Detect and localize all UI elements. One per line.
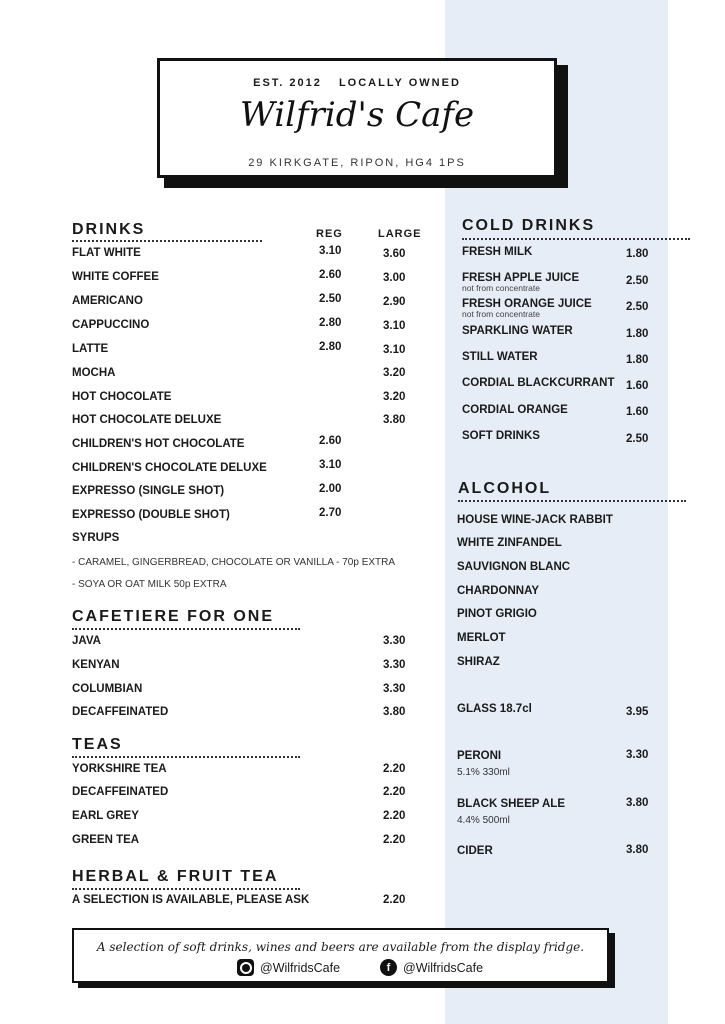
facebook-handle: @WilfridsCafe (403, 960, 484, 975)
milk-note: - SOYA OR OAT MILK 50p EXTRA (72, 579, 227, 590)
instagram-handle: @WilfridsCafe (260, 960, 341, 975)
tea-price: 2.20 (383, 834, 406, 846)
cafetiere-price: 3.80 (383, 706, 406, 718)
drinks-item: EXPRESSO (DOUBLE SHOT) (72, 509, 230, 521)
drinks-item: HOT CHOCOLATE DELUXE (72, 414, 222, 426)
cold-drinks-divider (462, 238, 690, 240)
tea-price: 2.20 (383, 810, 406, 822)
drinks-item: SYRUPS (72, 532, 120, 544)
drinks-reg-price: 3.10 (319, 459, 342, 471)
drinks-item: LATTE (72, 343, 109, 355)
wine-item: SHIRAZ (457, 656, 500, 668)
wine-item: SAUVIGNON BLANC (457, 561, 571, 573)
drinks-large-price: 3.20 (383, 367, 406, 379)
cold-item: SOFT DRINKS (462, 430, 540, 442)
drinks-reg-price: 2.60 (319, 269, 342, 281)
teas-title: TEAS (72, 736, 123, 753)
drinks-item: CAPPUCCINO (72, 319, 150, 331)
wine-item: WHITE ZINFANDEL (457, 537, 562, 549)
cold-price: 1.60 (626, 380, 649, 392)
drinks-reg-price: 2.00 (319, 483, 342, 495)
wine-item: MERLOT (457, 632, 506, 644)
drinks-divider (72, 240, 262, 242)
cold-item: SPARKLING WATER (462, 325, 573, 337)
facebook-link[interactable] (380, 959, 483, 976)
drinks-item: FLAT WHITE (72, 247, 141, 259)
wine-item: CHARDONNAY (457, 585, 539, 597)
cafetiere-price: 3.30 (383, 683, 406, 695)
tea-price: 2.20 (383, 763, 406, 775)
footer-box (72, 928, 609, 983)
cold-item: FRESH MILK (462, 246, 533, 258)
tea-item: EARL GREY (72, 810, 139, 822)
est-label: EST. 2012 (253, 77, 322, 89)
wine-item: PINOT GRIGIO (457, 608, 537, 620)
wine-item: HOUSE WINE-JACK RABBIT (457, 514, 613, 526)
beer-item: PERONI (457, 750, 502, 762)
instagram-link[interactable] (237, 959, 340, 976)
large-header: LARGE (378, 228, 422, 240)
alcohol-title: ALCOHOL (458, 480, 552, 497)
drinks-item: CHILDREN'S HOT CHOCOLATE (72, 438, 245, 450)
cold-item: FRESH APPLE JUICE (462, 272, 580, 284)
herbal-item: A SELECTION IS AVAILABLE, PLEASE ASK (72, 894, 310, 906)
facebook-icon: f (380, 959, 397, 976)
drinks-item: MOCHA (72, 367, 116, 379)
cold-item: STILL WATER (462, 351, 538, 363)
drinks-reg-price: 2.60 (319, 435, 342, 447)
locally-owned-label: LOCALLY OWNED (338, 77, 461, 89)
cold-item: FRESH ORANGE JUICE (462, 298, 592, 310)
drinks-reg-price: 2.50 (319, 293, 342, 305)
drinks-item: CHILDREN'S CHOCOLATE DELUXE (72, 462, 267, 474)
cold-drinks-title: COLD DRINKS (462, 217, 596, 234)
tagline (160, 77, 554, 89)
beer-item: CIDER (457, 845, 493, 857)
cold-price: 1.80 (626, 248, 649, 260)
beer-price: 3.80 (626, 844, 649, 856)
footer-message: A selection of soft drinks, wines and beers are available from the display fridge. (96, 940, 585, 954)
beer-item: BLACK SHEEP ALE (457, 798, 565, 810)
cold-item-note: not from concentrate (462, 309, 540, 319)
glass-price: 3.95 (626, 706, 649, 718)
cafetiere-divider (72, 628, 300, 630)
tea-item: YORKSHIRE TEA (72, 763, 167, 775)
drinks-item: WHITE COFFEE (72, 271, 159, 283)
cold-item-note: not from concentrate (462, 283, 540, 293)
herbal-price: 2.20 (383, 894, 406, 906)
herbal-title: HERBAL & FRUIT TEA (72, 868, 279, 885)
drinks-reg-price: 2.80 (319, 317, 342, 329)
beer-price: 3.30 (626, 749, 649, 761)
cold-price: 1.80 (626, 354, 649, 366)
herbal-divider (72, 888, 300, 890)
cold-price: 1.60 (626, 406, 649, 418)
cafetiere-item: KENYAN (72, 659, 120, 671)
teas-divider (72, 756, 300, 758)
tea-item: GREEN TEA (72, 834, 140, 846)
reg-header: REG (316, 228, 343, 240)
instagram-icon (237, 959, 254, 976)
drinks-reg-price: 3.10 (319, 245, 342, 257)
cold-price: 1.80 (626, 328, 649, 340)
cafetiere-item: DECAFFEINATED (72, 706, 169, 718)
drinks-large-price: 3.10 (383, 320, 406, 332)
cold-item: CORDIAL BLACKCURRANT (462, 377, 615, 389)
glass-item: GLASS 18.7cl (457, 703, 532, 715)
drinks-reg-price: 2.70 (319, 507, 342, 519)
cafetiere-item: JAVA (72, 635, 101, 647)
drinks-large-price: 3.10 (383, 344, 406, 356)
cold-item: CORDIAL ORANGE (462, 404, 568, 416)
drinks-large-price: 3.20 (383, 391, 406, 403)
drinks-item: HOT CHOCOLATE (72, 391, 172, 403)
drinks-item: AMERICANO (72, 295, 143, 307)
address: 29 KIRKGATE, RIPON, HG4 1PS (248, 157, 466, 169)
cafetiere-title: CAFETIERE FOR ONE (72, 608, 275, 625)
tea-item: DECAFFEINATED (72, 786, 169, 798)
tea-price: 2.20 (383, 786, 406, 798)
drinks-large-price: 3.00 (383, 272, 406, 284)
drinks-large-price: 3.80 (383, 414, 406, 426)
beer-item-note: 4.4% 500ml (457, 815, 510, 826)
cafe-name: Wilfrid's Cafe (239, 95, 475, 135)
drinks-item: EXPRESSO (SINGLE SHOT) (72, 485, 225, 497)
drinks-title: DRINKS (72, 221, 146, 238)
cold-price: 2.50 (626, 301, 649, 313)
header-box (157, 58, 557, 178)
cafetiere-price: 3.30 (383, 635, 406, 647)
beer-price: 3.80 (626, 797, 649, 809)
syrups-note: - CARAMEL, GINGERBREAD, CHOCOLATE OR VANILLA - 70p EXTRA (72, 557, 396, 568)
cold-price: 2.50 (626, 433, 649, 445)
cafetiere-price: 3.30 (383, 659, 406, 671)
beer-item-note: 5.1% 330ml (457, 767, 510, 778)
cold-price: 2.50 (626, 275, 649, 287)
alcohol-divider (458, 500, 686, 502)
cafetiere-item: COLUMBIAN (72, 683, 143, 695)
drinks-large-price: 3.60 (383, 248, 406, 260)
drinks-large-price: 2.90 (383, 296, 406, 308)
drinks-reg-price: 2.80 (319, 341, 342, 353)
